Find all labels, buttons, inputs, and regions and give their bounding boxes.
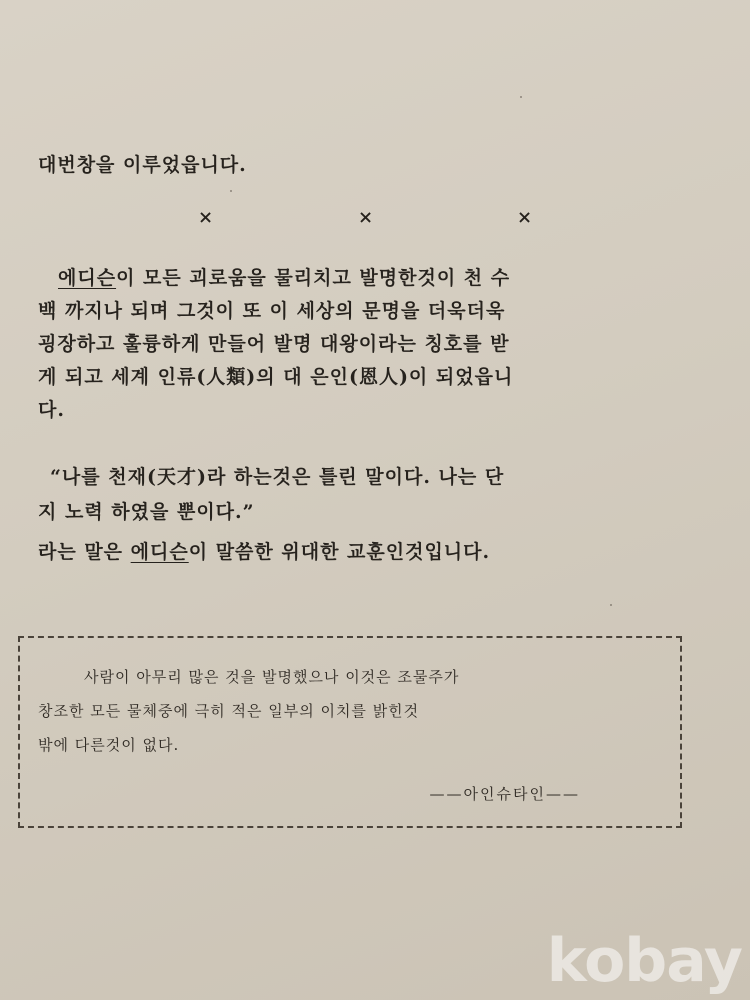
quote-line: “나를 천재(天才)라 하는것은 틀린 말이다. 나는 단 (50, 466, 505, 488)
edison-quote (38, 460, 698, 530)
box-text (38, 660, 668, 762)
box-line: 창조한 모든 물체중에 극히 적은 일부의 이치를 밝힌것 (38, 702, 420, 720)
box-line: 밖에 다른것이 없다. (38, 736, 180, 754)
quote-line: 지 노력 하였을 뿐이다.” (38, 501, 255, 523)
paper-speck (230, 190, 232, 192)
watermark-logo: kobay (546, 926, 742, 996)
paragraph-line: 다. (38, 399, 65, 421)
paragraph-line: 백 까지나 되며 그것이 또 이 세상의 문명을 더욱더욱 (38, 300, 506, 322)
divider-mark: × (358, 207, 374, 228)
conclusion-line: 라는 말은 에디슨이 말씀한 위대한 교훈인것입니다. (38, 541, 491, 563)
paper-speck (610, 604, 612, 606)
paragraph-line: 에디슨이 모든 괴로움을 물리치고 발명한것이 천 수 (58, 267, 511, 289)
box-line: 사람이 아무리 많은 것을 발명했으나 이것은 조물주가 (84, 668, 460, 686)
einstein-quote-box (18, 636, 682, 828)
divider-mark: × (198, 207, 214, 228)
section-divider (0, 207, 750, 237)
text-line-intro: 대번창을 이루었읍니다. (38, 154, 247, 176)
divider-mark: × (517, 207, 533, 228)
paper-speck (520, 96, 522, 98)
box-author: ——아인슈타인—— (429, 785, 580, 803)
paragraph-line: 굉장하고 훌륭하게 만들어 발명 대왕이라는 칭호를 받 (38, 333, 510, 355)
paragraph-line: 게 되고 세계 인류(人類)의 대 은인(恩人)이 되었읍니 (38, 366, 514, 388)
edison-paragraph (38, 262, 698, 427)
name-edison: 에디슨 (58, 267, 117, 289)
name-edison: 에디슨 (130, 541, 189, 563)
